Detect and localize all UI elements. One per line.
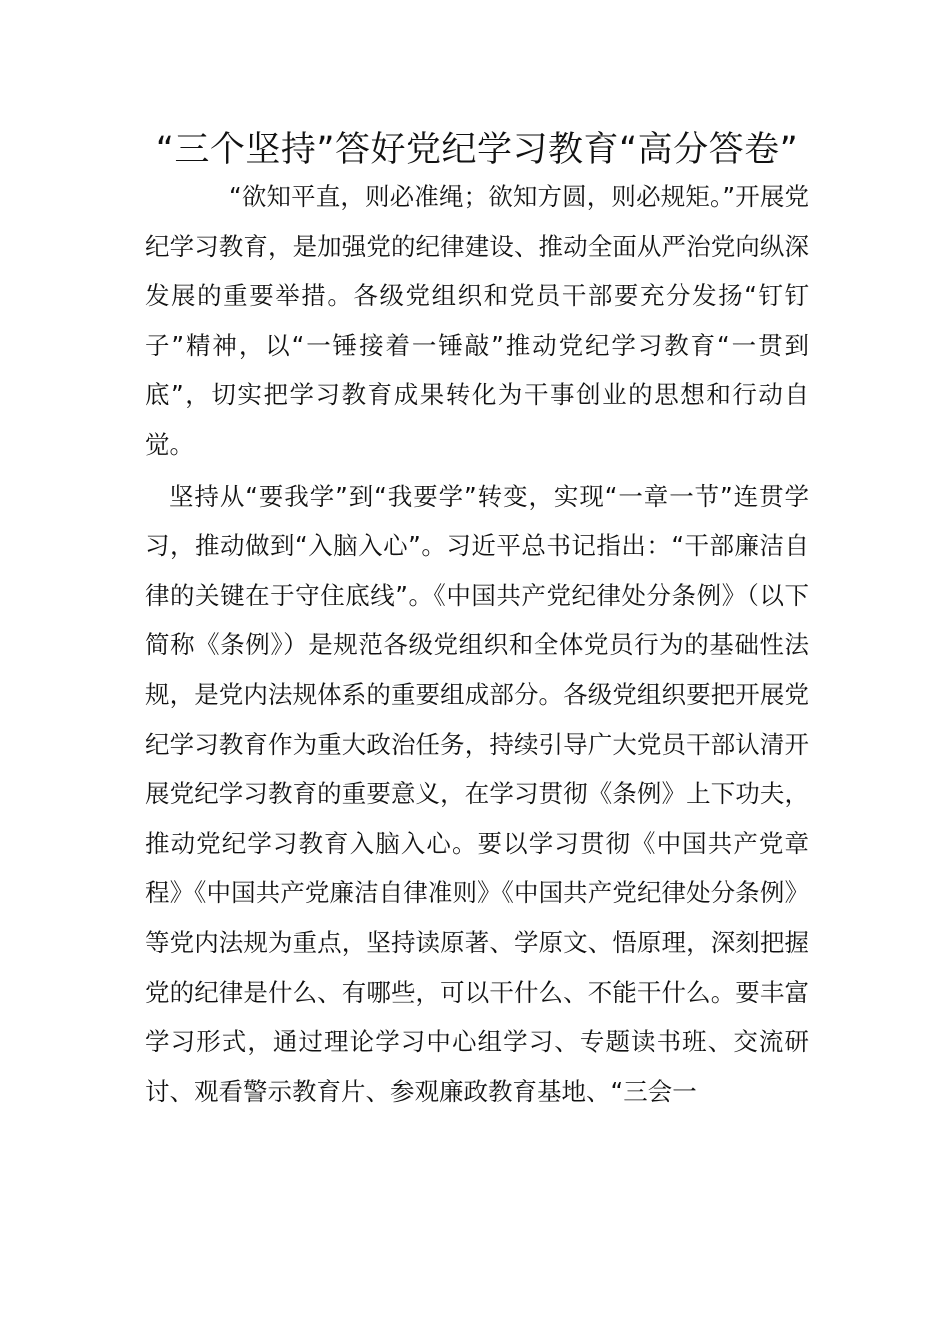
paragraph-first-point: 坚持从“要我学”到“我要学”转变，实现“一章一节”连贯学习，推动做到“入脑入心”。习近平总书记指出：“干部廉洁自律的关键在于守住底线”。《中国共产党纪律处分条例》（以下简称《条例》）是规范各级党组织和全体党员行为的基础性法规，是党内法规体系的重要组成部分。各级党组织要把开展党纪学习教育作为重大政治任务，持续引导广大党员干部认清开展党纪学习教育的重要意义，在学习贯彻《条例》上下功夫，推动党纪学习教育入脑入心。要以学习贯彻《中国共产党章程》《中国共产党廉洁自律准则》《中国共产党纪律处分条例》等党内法规为重点，坚持读原著、学原文、悟原理，深刻把握党的纪律是什么、有哪些，可以干什么、不能干什么。要丰富学习形式，通过理论学习中心组学习、专题读书班、交流研讨、观看警示教育片、参观廉政教育基地、“三会一 <box>145 481 809 1106</box>
document-title: “三个坚持”答好党纪学习教育“高分答卷” <box>155 130 799 170</box>
document-page <box>145 128 809 1116</box>
paragraph-intro: “欲知平直，则必准绳；欲知方圆，则必规矩。”开展党纪学习教育，是加强党的纪律建设、推动全面从严治党向纵深发展的重要举措。各级党组织和党员干部要充分发扬“钉钉子”精神，以“一锤接着一锤敲”推动党纪学习教育“一贯到底”，切实把学习教育成果转化为干事创业的思想和行动自觉。 <box>145 182 809 459</box>
